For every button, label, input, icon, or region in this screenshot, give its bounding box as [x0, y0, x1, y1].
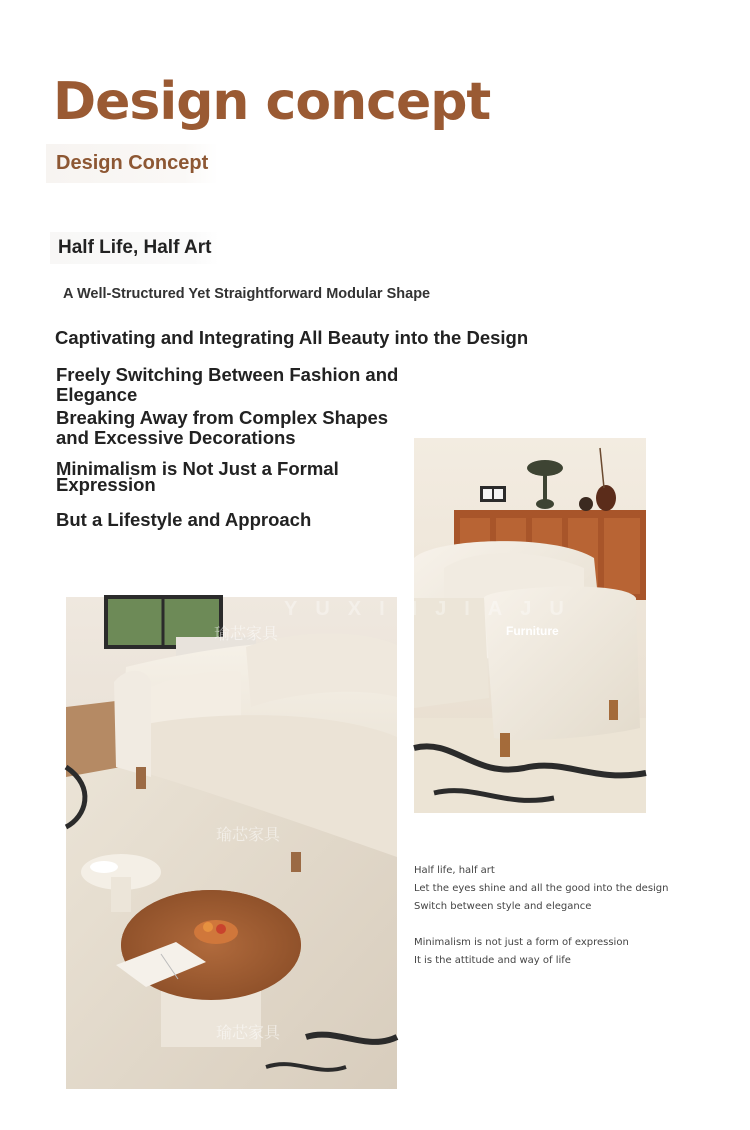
note-line-1: Half life, half art	[414, 865, 495, 876]
concept-line-2: Captivating and Integrating All Beauty into the Design	[55, 327, 529, 348]
living-room-photo	[66, 597, 397, 1089]
watermark-cn-2: 瑜芯家具	[216, 825, 281, 844]
concept-line-1: A Well-Structured Yet Straightforward Modular Shape	[63, 286, 431, 302]
section-heading: Half Life, Half Art	[50, 232, 219, 264]
watermark-cn-1: 瑜芯家具	[214, 624, 279, 643]
watermark-cn-3: 瑜芯家具	[216, 1023, 281, 1042]
note-line-4: Minimalism is not just a form of expression	[414, 937, 629, 948]
watermark-furniture: Furniture	[506, 624, 559, 638]
page-title: Design concept	[53, 72, 491, 132]
concept-line-4: Breaking Away from Complex Shapes and Excessive Decorations	[56, 407, 389, 448]
watermark-latin: YUXINJIAJU	[284, 598, 582, 620]
concept-line-3: Freely Switching Between Fashion and Elegance	[56, 364, 399, 405]
page-subtitle: Design Concept	[46, 144, 218, 183]
note-line-2: Let the eyes shine and all the good into the design	[414, 883, 669, 894]
concept-line-6: But a Lifestyle and Approach	[56, 509, 312, 530]
sofa-detail-photo	[284, 438, 646, 813]
concept-line-5: Minimalism is Not Just a Formal Expression	[56, 458, 339, 495]
note-line-3: Switch between style and elegance	[414, 901, 592, 912]
note-line-5: It is the attitude and way of life	[414, 955, 571, 966]
